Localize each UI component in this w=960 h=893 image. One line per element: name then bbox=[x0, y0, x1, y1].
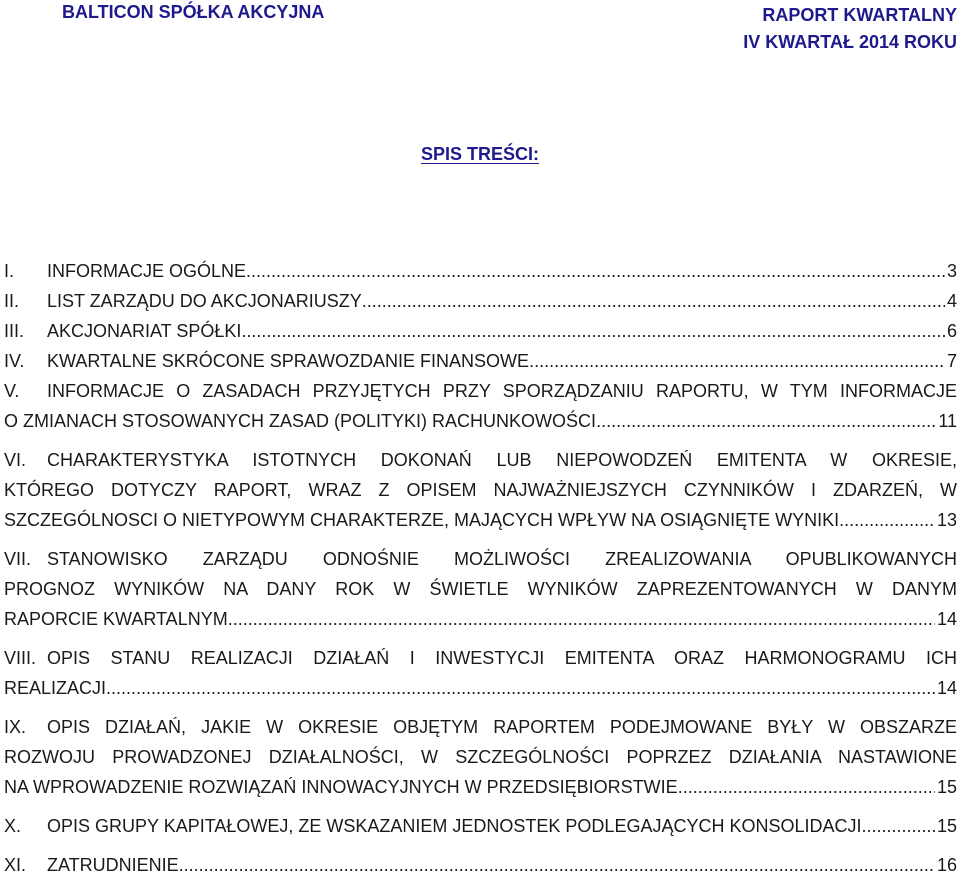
toc-entry-title: AKCJONARIAT SPÓŁKI bbox=[47, 321, 242, 341]
toc-entry-title-line1: INFORMACJE O ZASADACH PRZYJĘTYCH PRZY SPORZĄDZANIU RAPORTU, W TYM INFORMACJE bbox=[47, 381, 957, 401]
toc-entry-page: 13 bbox=[936, 510, 957, 530]
toc-entry-line bbox=[4, 445, 957, 475]
toc-title: SPIS TREŚCI: bbox=[420, 144, 540, 164]
toc-entry-number: I. bbox=[4, 261, 15, 281]
leader-dots bbox=[228, 604, 935, 634]
toc-entry-number: III. bbox=[4, 321, 25, 341]
toc-entry-number: VIII. bbox=[4, 648, 37, 668]
table-of-contents bbox=[4, 256, 957, 880]
toc-entry-page: 3 bbox=[946, 261, 957, 281]
toc-entry-title-line1: OPIS STANU REALIZACJI DZIAŁAŃ I INWESTYCJI EMITENTA ORAZ HARMONOGRAMU ICH bbox=[47, 648, 957, 668]
report-header bbox=[743, 2, 957, 56]
toc-entry-last-line bbox=[4, 406, 957, 436]
leader-dots bbox=[106, 673, 935, 703]
toc-entry-7[interactable] bbox=[4, 544, 957, 634]
toc-entry-number: IX. bbox=[4, 717, 27, 737]
toc-entry-title-line1: CHARAKTERYSTYKA ISTOTNYCH DOKONAŃ LUB NIEPOWODZEŃ EMITENTA W OKRESIE, bbox=[47, 450, 957, 470]
toc-entry-page: 16 bbox=[936, 855, 957, 875]
leader-dots bbox=[362, 286, 945, 316]
toc-entry-number: VII. bbox=[4, 549, 32, 569]
toc-entry-title-line2: KTÓREGO DOTYCZY RAPORT, WRAZ Z OPISEM NAJWAŻNIEJSZYCH CZYNNIKÓW I ZDARZEŃ, W bbox=[4, 480, 957, 500]
company-name: BALTICON SPÓŁKA AKCYJNA bbox=[62, 2, 325, 22]
toc-entry-title: ZATRUDNIENIE bbox=[47, 855, 179, 875]
toc-entry-page: 14 bbox=[936, 609, 957, 629]
toc-entry-number: VI. bbox=[4, 450, 27, 470]
toc-entry-8[interactable] bbox=[4, 643, 957, 703]
toc-entry-number: X. bbox=[4, 816, 22, 836]
leader-dots bbox=[246, 256, 945, 286]
report-type: RAPORT KWARTALNY bbox=[762, 5, 957, 25]
toc-entry-title: LIST ZARZĄDU DO AKCJONARIUSZY bbox=[47, 291, 362, 311]
toc-entry-last-line bbox=[4, 772, 957, 802]
toc-entry-last-line bbox=[4, 673, 957, 703]
toc-entry-page: 14 bbox=[936, 678, 957, 698]
leader-dots bbox=[862, 811, 935, 841]
toc-entry-title-line2: ROZWOJU PROWADZONEJ DZIAŁALNOŚCI, W SZCZEGÓLNOŚCI POPRZEZ DZIAŁANIA NASTAWIONE bbox=[4, 747, 957, 767]
toc-entry-number: IV. bbox=[4, 351, 25, 371]
toc-entry-line bbox=[4, 544, 957, 574]
toc-entry-4[interactable] bbox=[4, 346, 957, 376]
leader-dots bbox=[839, 505, 935, 535]
toc-entry-10[interactable] bbox=[4, 811, 957, 841]
toc-entry-3[interactable] bbox=[4, 316, 957, 346]
toc-entry-title-line2: PROGNOZ WYNIKÓW NA DANY ROK W ŚWIETLE WYNIKÓW ZAPREZENTOWANYCH W DANYM bbox=[4, 579, 957, 599]
toc-entry-last-line bbox=[4, 505, 957, 535]
toc-entry-title-last: RAPORCIE KWARTALNYM bbox=[4, 609, 228, 629]
toc-entry-2[interactable] bbox=[4, 286, 957, 316]
toc-entry-title-last: O ZMIANACH STOSOWANYCH ZASAD (POLITYKI) RACHUNKOWOŚCI bbox=[4, 411, 597, 431]
toc-entry-9[interactable] bbox=[4, 712, 957, 802]
toc-entry-line bbox=[4, 643, 957, 673]
toc-entry-line bbox=[4, 376, 957, 406]
toc-entry-page: 11 bbox=[938, 411, 957, 431]
leader-dots bbox=[241, 316, 945, 346]
toc-entry-11[interactable] bbox=[4, 850, 957, 880]
toc-entry-number: V. bbox=[4, 381, 20, 401]
toc-entry-title: INFORMACJE OGÓLNE bbox=[47, 261, 247, 281]
leader-dots bbox=[678, 772, 935, 802]
toc-entry-last-line bbox=[4, 604, 957, 634]
toc-entry-6[interactable] bbox=[4, 445, 957, 535]
toc-entry-title-last: NA WPROWADZENIE ROZWIĄZAŃ INNOWACYJNYCH W PRZEDSIĘBIORSTWIE bbox=[4, 777, 678, 797]
leader-dots bbox=[179, 850, 935, 880]
toc-entry-1[interactable] bbox=[4, 256, 957, 286]
report-period: IV KWARTAŁ 2014 ROKU bbox=[743, 32, 957, 52]
toc-entry-title-line1: OPIS DZIAŁAŃ, JAKIE W OKRESIE OBJĘTYM RAPORTEM PODEJMOWANE BYŁY W OBSZARZE bbox=[47, 717, 957, 737]
toc-entry-number: XI. bbox=[4, 855, 27, 875]
toc-entry-number: II. bbox=[4, 291, 20, 311]
toc-entry-title: KWARTALNE SKRÓCONE SPRAWOZDANIE FINANSOWE bbox=[47, 351, 530, 371]
toc-entry-page: 6 bbox=[946, 321, 957, 341]
leader-dots bbox=[596, 406, 936, 436]
toc-entry-title-last: SZCZEGÓLNOSCI O NIETYPOWYM CHARAKTERZE, MAJĄCYCH WPŁYW NA OSIĄGNIĘTE WYNIKI bbox=[4, 510, 840, 530]
toc-entry-5[interactable] bbox=[4, 376, 957, 436]
toc-entry-title-line1: STANOWISKO ZARZĄDU ODNOŚNIE MOŻLIWOŚCI ZREALIZOWANIA OPUBLIKOWANYCH bbox=[47, 549, 957, 569]
toc-entry-title: OPIS GRUPY KAPITAŁOWEJ, ZE WSKAZANIEM JEDNOSTEK PODLEGAJĄCYCH KONSOLIDACJI bbox=[47, 816, 862, 836]
toc-entry-title-last: REALIZACJI bbox=[4, 678, 107, 698]
toc-entry-page: 7 bbox=[946, 351, 957, 371]
toc-entry-line bbox=[4, 712, 957, 742]
toc-entry-page: 4 bbox=[946, 291, 957, 311]
leader-dots bbox=[529, 346, 945, 376]
toc-entry-page: 15 bbox=[936, 777, 957, 797]
toc-entry-page: 15 bbox=[936, 816, 957, 836]
